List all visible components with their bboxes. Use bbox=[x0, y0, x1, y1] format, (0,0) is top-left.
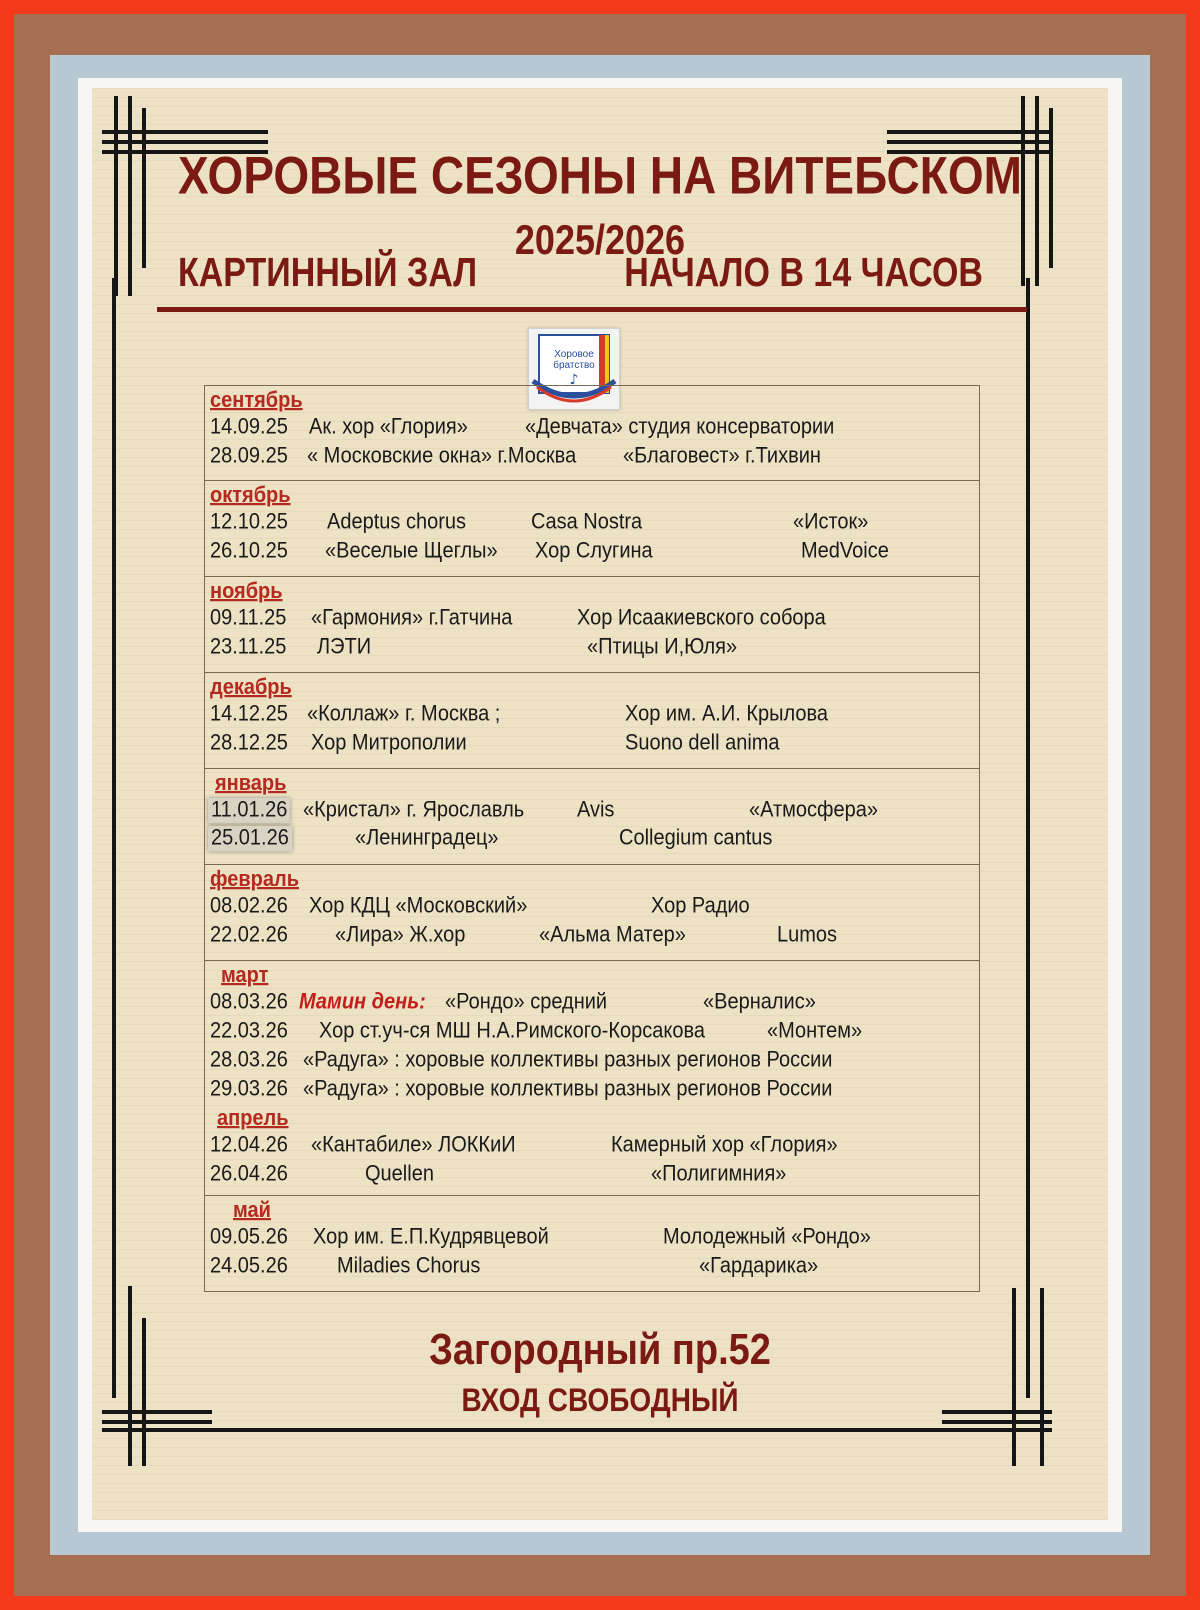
poster-title: ХОРОВЫЕ СЕЗОНЫ НА ВИТЕБСКОМ bbox=[178, 145, 1022, 205]
event-choir: Хор Слугина bbox=[535, 539, 653, 564]
season-year: 2025/2026 bbox=[514, 216, 686, 264]
table-row bbox=[205, 604, 979, 633]
event-date: 09.11.25 bbox=[210, 606, 287, 631]
event-choir: Хор Митрополии bbox=[311, 731, 467, 756]
event-choir: «Кантабиле» ЛОККиИ bbox=[311, 1133, 516, 1158]
start-time: НАЧАЛО В 14 ЧАСОВ bbox=[624, 250, 983, 296]
event-date: 14.12.25 bbox=[210, 702, 288, 727]
table-row bbox=[205, 1017, 979, 1046]
event-choir: Suono dell anima bbox=[625, 731, 780, 756]
month-block-october bbox=[205, 481, 979, 577]
event-choir: Miladies Chorus bbox=[337, 1254, 481, 1279]
event-choir: Хор Радио bbox=[651, 894, 750, 919]
event-choir: Avis bbox=[577, 798, 615, 823]
event-choir: «Верналис» bbox=[703, 990, 816, 1015]
month-block-september bbox=[205, 386, 979, 481]
event-choir: Камерный хор «Глория» bbox=[611, 1133, 838, 1158]
event-date: 22.03.26 bbox=[210, 1019, 288, 1044]
event-choir: «Кристал» г. Ярославль bbox=[303, 798, 525, 823]
event-choir: «Атмосфера» bbox=[749, 798, 879, 823]
event-date: 28.09.25 bbox=[210, 444, 288, 469]
event-choir: Хор Исаакиевского собора bbox=[577, 606, 826, 631]
table-row bbox=[205, 1131, 979, 1160]
event-choir: «Рондо» средний bbox=[445, 990, 608, 1015]
event-choir: «Монтем» bbox=[767, 1019, 863, 1044]
logo-line-2: братство bbox=[553, 360, 595, 371]
event-choir: « Московские окна» г.Москва bbox=[307, 444, 577, 469]
venue-address: Загородный пр.52 bbox=[429, 1326, 771, 1375]
month-label: февраль bbox=[210, 867, 299, 892]
header-divider bbox=[157, 307, 1027, 312]
event-choir: «Веселые Щеглы» bbox=[325, 539, 498, 564]
event-choir: «Радуга» : хоровые коллективы разных регионов России bbox=[303, 1048, 833, 1073]
month-block-december bbox=[205, 673, 979, 769]
event-choir: «Ленинградец» bbox=[355, 826, 499, 851]
event-choir: «Полигимния» bbox=[651, 1162, 787, 1187]
event-choir: Хор им. А.И. Крылова bbox=[625, 702, 829, 727]
table-row bbox=[205, 1223, 979, 1252]
event-note: Мамин день: bbox=[299, 990, 426, 1015]
event-date: 09.05.26 bbox=[210, 1225, 288, 1250]
table-row bbox=[205, 700, 979, 729]
event-choir: Casa Nostra bbox=[531, 510, 643, 535]
event-choir: Adeptus chorus bbox=[327, 510, 466, 535]
table-row bbox=[205, 824, 979, 852]
month-label: декабрь bbox=[210, 675, 292, 700]
table-row bbox=[205, 1046, 979, 1075]
table-row bbox=[205, 988, 979, 1017]
table-row bbox=[205, 921, 979, 950]
event-date: 22.02.26 bbox=[210, 923, 288, 948]
event-date: 25.01.26 bbox=[208, 826, 292, 851]
event-date: 08.02.26 bbox=[210, 894, 288, 919]
poster bbox=[92, 88, 1108, 1520]
table-row bbox=[205, 508, 979, 537]
month-label: апрель bbox=[217, 1106, 289, 1131]
table-row bbox=[205, 796, 979, 824]
month-label: май bbox=[233, 1198, 271, 1223]
venue-hall: КАРТИННЫЙ ЗАЛ bbox=[178, 250, 478, 296]
event-choir: «Девчата» студия консерватории bbox=[525, 415, 835, 440]
event-date: 26.04.26 bbox=[210, 1162, 288, 1187]
table-row bbox=[205, 1075, 979, 1104]
table-row bbox=[205, 442, 979, 471]
event-date: 29.03.26 bbox=[210, 1077, 288, 1102]
month-block-november bbox=[205, 577, 979, 673]
table-row bbox=[205, 1160, 979, 1189]
month-label: октябрь bbox=[210, 483, 291, 508]
event-choir: Хор ст.уч-ся МШ Н.А.Римского-Корсакова bbox=[319, 1019, 705, 1044]
table-row bbox=[205, 633, 979, 662]
event-choir: Молодежный «Рондо» bbox=[663, 1225, 871, 1250]
event-choir: ЛЭТИ bbox=[317, 635, 372, 660]
month-block-march-april bbox=[205, 961, 979, 1196]
month-label: ноябрь bbox=[210, 579, 283, 604]
table-row bbox=[205, 413, 979, 442]
event-choir: Collegium cantus bbox=[619, 826, 773, 851]
event-choir: «Благовест» г.Тихвин bbox=[623, 444, 821, 469]
event-date: 28.12.25 bbox=[210, 731, 288, 756]
event-choir: «Альма Матер» bbox=[539, 923, 686, 948]
event-choir: Хор им. Е.П.Кудрявцевой bbox=[313, 1225, 549, 1250]
table-row bbox=[205, 1252, 979, 1281]
table-row bbox=[205, 537, 979, 566]
event-date: 23.11.25 bbox=[210, 635, 287, 660]
month-label: сентябрь bbox=[210, 388, 303, 413]
month-label: март bbox=[221, 963, 269, 988]
event-choir: Ак. хор «Глория» bbox=[309, 415, 468, 440]
table-row bbox=[205, 729, 979, 758]
free-entry: ВХОД СВОБОДНЫЙ bbox=[461, 1382, 739, 1418]
event-choir: Lumos bbox=[777, 923, 838, 948]
event-date: 28.03.26 bbox=[210, 1048, 288, 1073]
event-date: 11.01.26 bbox=[208, 798, 290, 823]
table-row bbox=[205, 892, 979, 921]
event-choir: «Лира» Ж.хор bbox=[335, 923, 466, 948]
event-choir: «Исток» bbox=[793, 510, 869, 535]
event-date: 24.05.26 bbox=[210, 1254, 288, 1279]
event-date: 26.10.25 bbox=[210, 539, 288, 564]
month-block-february bbox=[205, 865, 979, 961]
logo-line-1: Хоровое bbox=[554, 349, 594, 360]
month-label: январь bbox=[215, 771, 287, 796]
event-choir: «Радуга» : хоровые коллективы разных регионов России bbox=[303, 1077, 833, 1102]
event-choir: «Птицы И,Юля» bbox=[587, 635, 738, 660]
month-block-january bbox=[205, 769, 979, 865]
event-date: 12.10.25 bbox=[210, 510, 288, 535]
event-date: 08.03.26 bbox=[210, 990, 288, 1015]
event-date: 12.04.26 bbox=[210, 1133, 288, 1158]
event-choir: Хор КДЦ «Московский» bbox=[309, 894, 528, 919]
svg-text:♪: ♪ bbox=[569, 372, 579, 388]
event-choir: «Гардарика» bbox=[699, 1254, 819, 1279]
event-choir: MedVoice bbox=[801, 539, 889, 564]
event-date: 14.09.25 bbox=[210, 415, 288, 440]
event-choir: Quellen bbox=[365, 1162, 434, 1187]
month-block-may bbox=[205, 1196, 979, 1291]
event-choir: «Коллаж» г. Москва ; bbox=[307, 702, 501, 727]
schedule-table bbox=[204, 385, 980, 1292]
event-choir: «Гармония» г.Гатчина bbox=[311, 606, 513, 631]
